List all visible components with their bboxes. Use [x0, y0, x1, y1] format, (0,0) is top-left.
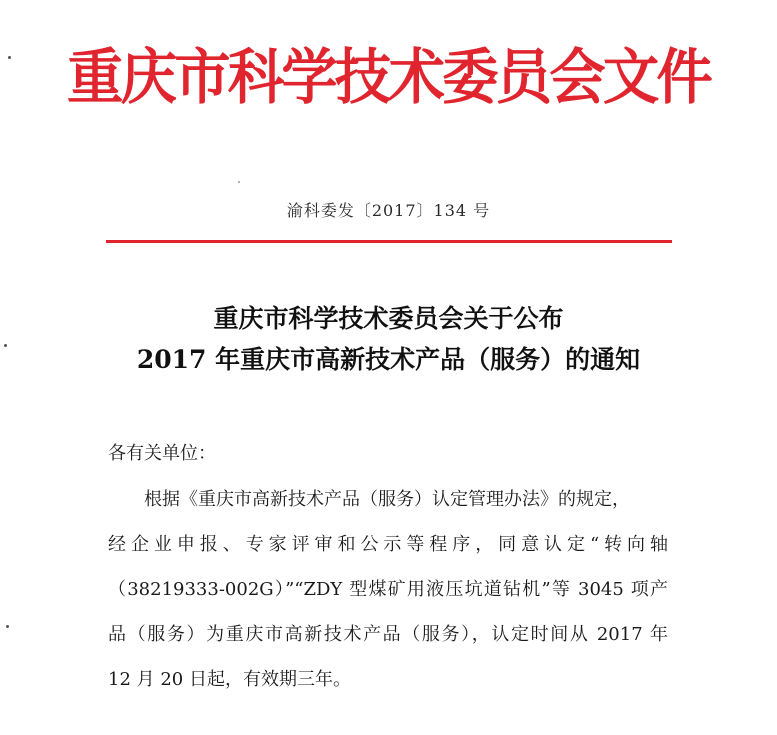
scan-speck [6, 625, 9, 628]
notice-title-line-2: 2017 年重庆市高新技术产品（服务）的通知 [136, 345, 641, 374]
red-divider-line [106, 240, 672, 243]
salutation: 各有关单位： [108, 443, 216, 464]
document-number: 渝科委发〔2017〕134 号 [286, 201, 491, 220]
masthead-title: 重庆市科学技术委员会文件 [67, 43, 710, 113]
body-paragraph-line: 根据《重庆市高新技术产品（服务）认定管理办法》的规定， [144, 489, 630, 510]
scan-speck [8, 56, 11, 59]
body-paragraph-line: （38219333-002G）”“ZDY 型煤矿用液压坑道钻机”等 3045 项产 [108, 579, 668, 600]
scan-speck [238, 181, 240, 183]
scan-speck [4, 344, 7, 347]
body-paragraph-line: 经企业申报、专家评审和公示等程序，同意认定“转向轴 [108, 534, 668, 555]
notice-title-line-1: 重庆市科学技术委员会关于公布 [213, 304, 564, 333]
body-paragraph-line: 12 月 20 日起，有效期三年。 [108, 669, 351, 690]
body-paragraph-line: 品（服务）为重庆市高新技术产品（服务），认定时间从 2017 年 [108, 624, 668, 645]
